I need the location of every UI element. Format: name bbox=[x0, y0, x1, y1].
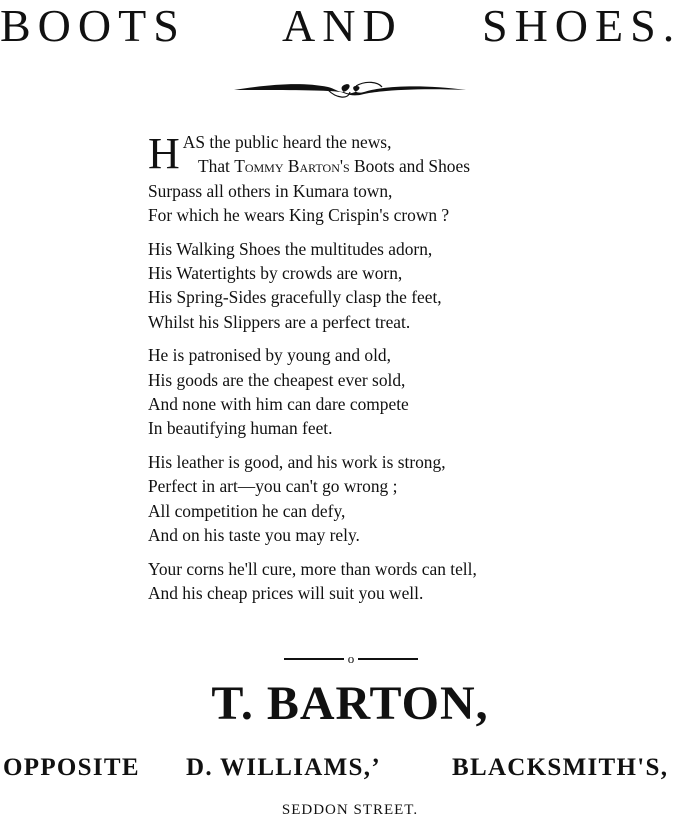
poem-line: His leather is good, and his work is strong, bbox=[148, 451, 446, 472]
headline-word-boots: BOOTS bbox=[0, 0, 186, 51]
poem-line: And on his taste you may rely. bbox=[148, 525, 360, 546]
street-name: SEDDON STREET. bbox=[281, 802, 419, 818]
drop-cap: H bbox=[148, 129, 180, 178]
poem-line: His Spring-Sides gracefully clasp the feet, bbox=[148, 287, 442, 308]
poem-line: Surpass all others in Kumara town, bbox=[148, 180, 393, 201]
headline-word-shoes: SHOES. bbox=[482, 0, 682, 51]
poem-stanza-4 bbox=[148, 450, 568, 548]
poem-line: In beautifying human feet. bbox=[148, 418, 333, 439]
poem-line: His Watertights by crowds are worn, bbox=[148, 263, 403, 284]
address-word-opposite: OPPOSITE bbox=[3, 754, 140, 781]
poem-stanza-1 bbox=[148, 130, 568, 228]
poem-stanza-5 bbox=[148, 557, 568, 606]
poem-line: And none with him can dare compete bbox=[148, 394, 409, 415]
poem bbox=[148, 130, 568, 614]
poem-line-text: AS the public heard the news, bbox=[182, 132, 392, 152]
poem-line-text: That bbox=[198, 156, 235, 177]
poem-stanza-3 bbox=[148, 343, 568, 441]
poem-line: All competition he can defy, bbox=[148, 500, 346, 521]
divider-glyph: o bbox=[347, 651, 355, 666]
poem-line: His goods are the cheapest ever sold, bbox=[148, 369, 406, 390]
poem-line bbox=[148, 154, 568, 178]
divider-rule bbox=[282, 650, 420, 668]
poem-line: Your corns he'll cure, more than words can tell, bbox=[148, 558, 477, 579]
poem-stanza-2 bbox=[148, 237, 568, 335]
address-word-blacksmiths: BLACKSMITH'S, bbox=[452, 754, 669, 781]
address-word-williams: D. WILLIAMS,’ bbox=[186, 754, 381, 781]
poem-line: For which he wears King Crispin's crown ? bbox=[148, 205, 450, 226]
poem-line: And his cheap prices will suit you well. bbox=[148, 582, 424, 603]
poem-line: Whilst his Slippers are a perfect treat. bbox=[148, 311, 411, 332]
headline-word-and: AND bbox=[282, 0, 403, 51]
proprietor-name-inline: Tommy Barton's bbox=[234, 156, 350, 177]
poem-line-text: Boots and Shoes bbox=[349, 156, 470, 177]
poem-line: He is patronised by young and old, bbox=[148, 345, 391, 366]
advertiser-address bbox=[0, 748, 700, 788]
headline bbox=[0, 0, 700, 52]
flourish-ornament bbox=[232, 78, 468, 100]
poem-line: His Walking Shoes the multitudes adorn, bbox=[148, 238, 433, 259]
poem-line: Perfect in art—you can't go wrong ; bbox=[148, 476, 398, 497]
advertiser-name: T. BARTON, bbox=[211, 677, 489, 730]
